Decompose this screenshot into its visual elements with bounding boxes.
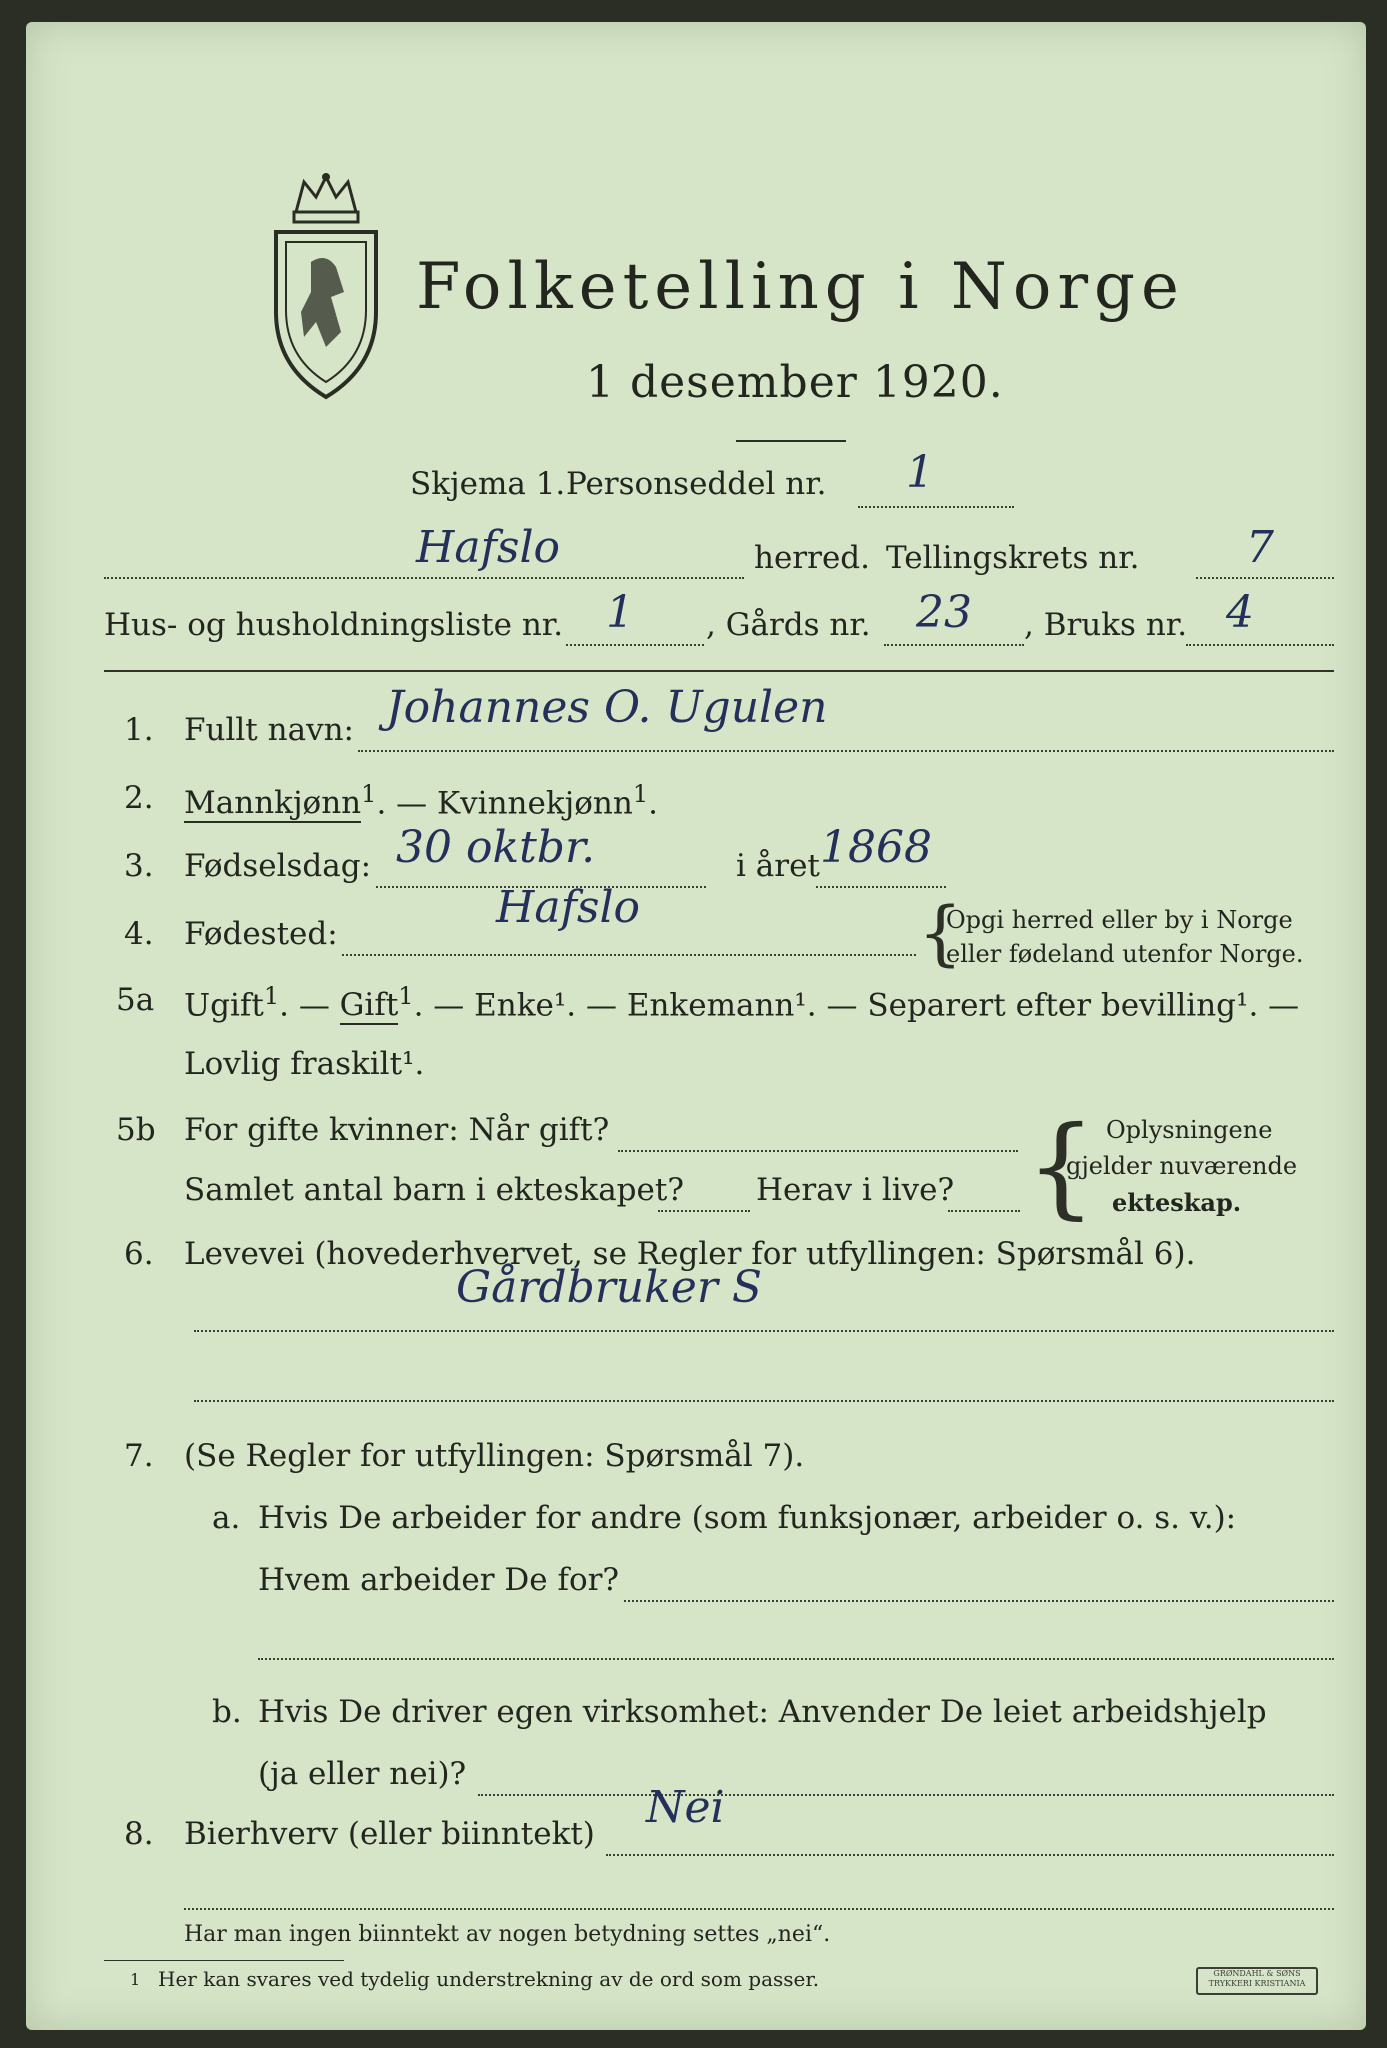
occupation-field-2[interactable] bbox=[194, 1400, 1334, 1402]
q2-number: 2. bbox=[124, 780, 154, 816]
q7b-letter: b. bbox=[212, 1694, 242, 1730]
employer-field[interactable] bbox=[624, 1600, 1334, 1602]
gards-field[interactable] bbox=[884, 644, 1024, 646]
footnote-text: Her kan svares ved tydelig understrekning av de ord som passer. bbox=[158, 1967, 820, 1991]
birthplace-brace: { bbox=[918, 892, 963, 974]
marriage-note-3: ekteskap. bbox=[1112, 1188, 1242, 1217]
full-name-field[interactable] bbox=[358, 750, 1334, 752]
footnote-mark: 1 bbox=[130, 1970, 141, 1989]
q7a-line2: Hvem arbeider De for? bbox=[258, 1562, 620, 1598]
q5b-children-label: Samlet antal barn i ekteskapet? bbox=[184, 1172, 684, 1208]
q5a-number: 5a bbox=[116, 982, 155, 1018]
q4-number: 4. bbox=[124, 916, 154, 952]
q7-number: 7. bbox=[124, 1438, 154, 1474]
q8-label: Bierhverv (eller biinntekt) bbox=[184, 1816, 595, 1852]
tellingskrets-field[interactable] bbox=[1196, 577, 1334, 579]
employer-field-2[interactable] bbox=[258, 1658, 1334, 1660]
header-divider bbox=[104, 670, 1334, 672]
side-income-field-2[interactable] bbox=[184, 1908, 1334, 1910]
personseddel-field[interactable] bbox=[858, 506, 1014, 508]
herred-label: herred. bbox=[754, 540, 870, 576]
birthplace-note-1: Opgi herred eller by i Norge bbox=[946, 906, 1293, 934]
marriage-brace: { bbox=[1026, 1102, 1096, 1230]
marriage-note-1: Oplysningene bbox=[1106, 1116, 1273, 1144]
marital-options: Ugift$^1$. — Gift$^1$. — Enke¹. — Enkemann¹. — Separert efter bevilling¹. — bbox=[184, 982, 1300, 1024]
title-divider bbox=[736, 440, 846, 442]
when-married-field[interactable] bbox=[618, 1150, 1018, 1152]
children-alive-field[interactable] bbox=[948, 1210, 1020, 1212]
q5b-alive-label: Herav i live? bbox=[756, 1172, 955, 1208]
personseddel-value: 1 bbox=[906, 447, 934, 498]
birth-year-label: i året bbox=[736, 848, 820, 884]
tellingskrets-label: Tellingskrets nr. bbox=[886, 540, 1140, 576]
marital-other-options[interactable]: . — Enke¹. — Enkemann¹. — Separert efter bevilling¹. — bbox=[413, 987, 1300, 1024]
birthday-value: 30 oktbr. bbox=[396, 822, 596, 873]
hired-help-field[interactable] bbox=[478, 1794, 1334, 1796]
marital-married-option[interactable]: Gift bbox=[339, 987, 399, 1024]
personseddel-label: Personseddel nr. bbox=[566, 466, 827, 502]
marital-divorced-option[interactable]: Lovlig fraskilt¹. bbox=[184, 1046, 425, 1082]
marriage-note-2: gjelder nuværende bbox=[1066, 1152, 1298, 1180]
q6-label: Levevei (hovederhvervet, se Regler for utfyllingen: Spørsmål 6). bbox=[184, 1236, 1196, 1272]
q3-number: 3. bbox=[124, 848, 154, 884]
q4-label: Fødested: bbox=[184, 916, 338, 952]
children-total-field[interactable] bbox=[658, 1210, 750, 1212]
q7b-line2: (ja eller nei)? bbox=[258, 1756, 467, 1792]
birth-year-value: 1868 bbox=[820, 822, 932, 873]
herred-field[interactable] bbox=[104, 577, 744, 579]
q6-number: 6. bbox=[124, 1236, 154, 1272]
bruks-label: , Bruks nr. bbox=[1024, 607, 1188, 643]
form-title: Folketelling i Norge bbox=[416, 250, 1185, 324]
q5b-number: 5b bbox=[116, 1112, 156, 1148]
q5b-when-married-label: For gifte kvinner: Når gift? bbox=[184, 1112, 610, 1148]
q7b-line1: Hvis De driver egen virksomhet: Anvender De leiet arbeidshjelp bbox=[258, 1694, 1267, 1730]
printer-stamp: GRØNDAHL & SØNS TRYKKERI KRISTIANIA bbox=[1196, 1967, 1318, 1995]
q7a-line1: Hvis De arbeider for andre (som funksjonær, arbeider o. s. v.): bbox=[258, 1500, 1237, 1536]
birth-year-field[interactable] bbox=[816, 886, 946, 888]
birthplace-value: Hafslo bbox=[496, 882, 641, 933]
full-name-value: Johannes O. Ugulen bbox=[386, 682, 828, 733]
q3-label: Fødselsdag: bbox=[184, 848, 372, 884]
sex-male-option[interactable]: Mannkjønn bbox=[184, 785, 362, 822]
hus-field[interactable] bbox=[566, 644, 704, 646]
sex-female-option[interactable]: . — Kvinnekjønn bbox=[376, 785, 633, 822]
hus-value: 1 bbox=[606, 587, 634, 638]
footer-note: Har man ingen biinntekt av nogen betydning settes „nei“. bbox=[184, 1922, 831, 1947]
q1-label: Fullt navn: bbox=[184, 712, 354, 748]
schema-label: Skjema 1. bbox=[410, 466, 566, 502]
birthplace-note-2: eller fødeland utenfor Norge. bbox=[946, 940, 1304, 968]
q8-number: 8. bbox=[124, 1816, 154, 1852]
q7a-letter: a. bbox=[212, 1500, 241, 1536]
bruks-value: 4 bbox=[1226, 587, 1254, 638]
marital-unmarried-option[interactable]: Ugift bbox=[184, 987, 264, 1024]
q1-number: 1. bbox=[124, 712, 154, 748]
tellingskrets-value: 7 bbox=[1246, 522, 1274, 573]
sex-options: Mannkjønn$^1$. — Kvinnekjønn$^1$. bbox=[184, 780, 658, 822]
census-form bbox=[26, 22, 1366, 2030]
form-date: 1 desember 1920. bbox=[586, 357, 1004, 408]
norwegian-lion-crest-icon bbox=[256, 172, 396, 402]
q7-label: (Se Regler for utfyllingen: Spørsmål 7). bbox=[184, 1438, 805, 1474]
bruks-field[interactable] bbox=[1186, 644, 1334, 646]
occupation-field[interactable] bbox=[194, 1330, 1334, 1332]
herred-value: Hafslo bbox=[416, 522, 561, 573]
birthplace-field[interactable] bbox=[342, 954, 916, 956]
side-income-field[interactable] bbox=[606, 1854, 1334, 1856]
footnote-divider bbox=[104, 1960, 344, 1961]
hus-label: Hus- og husholdningsliste nr. bbox=[104, 607, 564, 643]
gards-value: 23 bbox=[916, 587, 972, 638]
gards-label: , Gårds nr. bbox=[706, 607, 871, 643]
side-income-value: Nei bbox=[646, 1782, 725, 1833]
occupation-value: Gårdbruker S bbox=[456, 1262, 762, 1313]
